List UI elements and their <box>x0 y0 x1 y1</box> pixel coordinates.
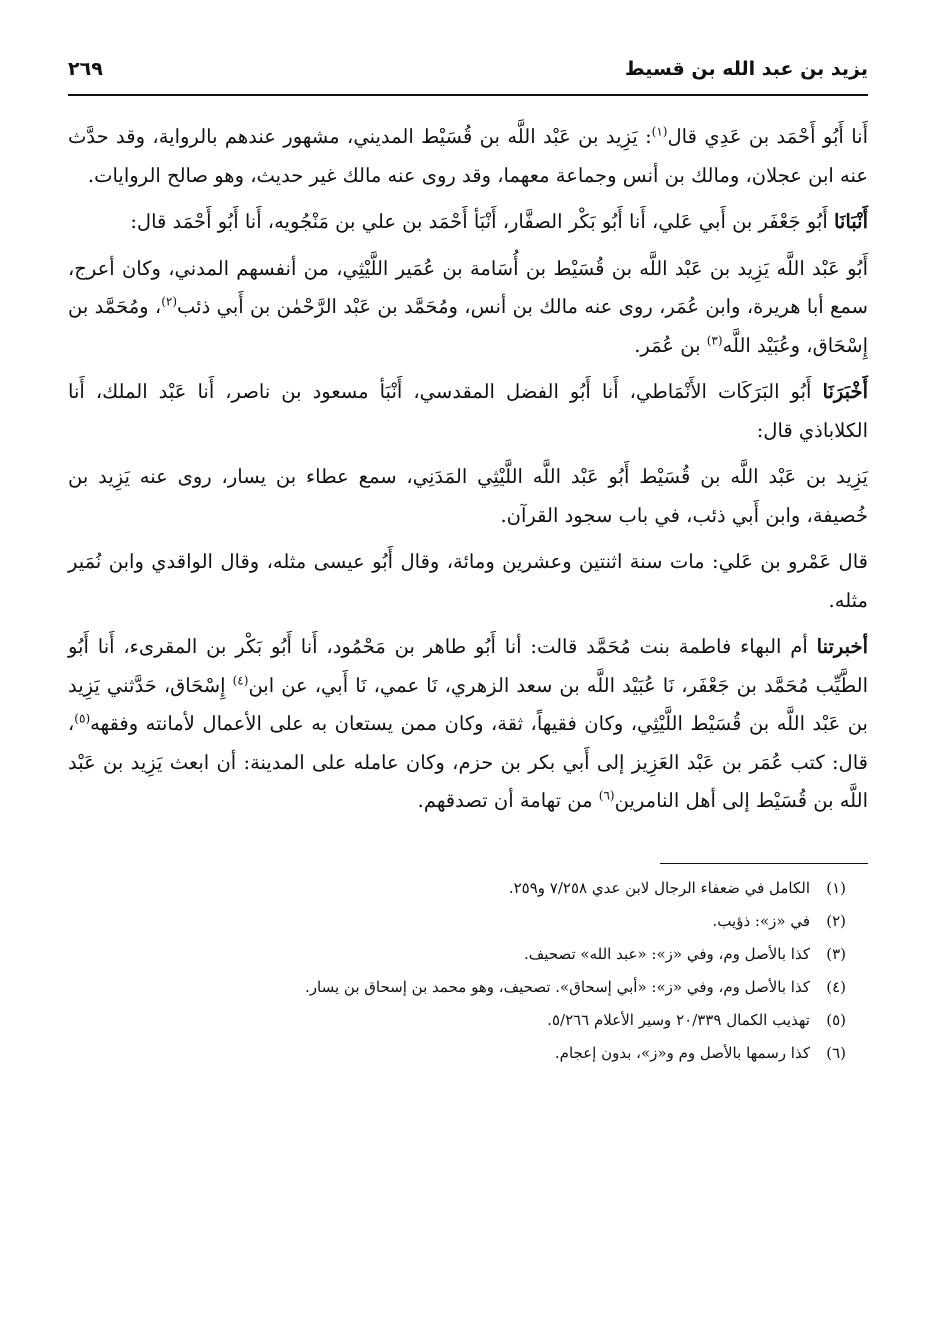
paragraph <box>68 250 868 366</box>
footnote-number: (٢) <box>826 911 846 930</box>
footnote <box>68 872 846 905</box>
footnote-number: (٥) <box>826 1010 846 1029</box>
paragraph <box>68 203 868 242</box>
footnote-text: في «ز»: ذؤيب. <box>712 911 810 930</box>
text-run: ، قال: كتب عُمَر بن عَبْد العَزِيز إلى أَبي بكر بن حزم، وكان عامله على المدينة: أن ابعث يَزِيد بن عَبْد اللَّه بن قُسَيْط إلى أهل النامرين <box>68 712 868 812</box>
footnote <box>68 1037 846 1070</box>
main-text <box>68 118 868 821</box>
footnote-number: (٦) <box>826 1043 846 1062</box>
text-run: ، ومُحَمَّد بن إِسْحَاق، وعُبَيْد اللَّه <box>68 295 868 357</box>
text-run: قال عَمْرو بن عَلي: مات سنة اثنتين وعشرين ومائة، وقال أَبُو عيسى مثله، وقال الواقدي وابن نُمَير مثله. <box>68 550 868 612</box>
footnote-marker[interactable]: (٤) <box>232 673 249 687</box>
page-number: ٢٦٩ <box>68 58 103 80</box>
text-run: : يَزِيد بن عَبْد اللَّه بن قُسَيْط المديني، مشهور عندهم بالرواية، وقد حدَّث عنه ابن عجلان، ومالك بن أنس وجماعة معهما، وقد روى عنه مالك غير حديث، وهو صالح الروايات. <box>68 125 868 187</box>
text-run: من تهامة أن تصدقهم. <box>417 789 599 812</box>
footnote-marker[interactable]: (٥) <box>74 711 91 726</box>
paragraph <box>68 628 868 821</box>
footnote-marker[interactable]: (١) <box>651 124 668 139</box>
footnote-text: الكامل في ضعفاء الرجال لابن عدي ٧/٢٥٨ و٢٥٩. <box>508 878 810 897</box>
footnote-text: كذا بالأصل وم، وفي «ز»: «عبد الله» تصحيف. <box>523 944 810 963</box>
running-title: يزيد بن عبد الله بن قسيط <box>624 58 868 80</box>
paragraph <box>68 458 868 535</box>
footnote-number: (٤) <box>826 977 846 996</box>
text-run: إِسْحَاق، حَدَّثني يَزِيد بن عَبْد اللَّه بن قُسَيْط اللَّيْثِي، وكان فقيهاً، ثقة، وكان ممن يستعان به على الأعمال لأمانته وفقهه <box>68 673 868 735</box>
isnad-lead-word: أخبرتنا <box>816 635 868 658</box>
isnad-lead-word: أَنْبَانَا <box>833 210 868 233</box>
paragraph <box>68 543 868 620</box>
book-page <box>68 58 868 1308</box>
header-rule <box>68 94 868 96</box>
footnote-separator-wrap <box>68 829 868 872</box>
footnote-number: (١) <box>826 878 846 897</box>
text-run: أَنا أَبُو أَحْمَد بن عَدِي قال <box>667 125 869 148</box>
text-run: أَبُو عَبْد اللَّه يَزِيد بن عَبْد اللَّه بن قُسَيْط بن أُسَامة بن عُمَير اللَّيْثِي، من أنفسهم المدني، وكان أعرج، سمع أبا هريرة، وابن عُمَر، روى عنه مالك بن أنس، ومُحَمَّد بن عَبْد الرَّحْمٰن بن أَبي ذئب <box>68 256 869 318</box>
footnote-text: كذا رسمها بالأصل وم و«ز»، بدون إعجام. <box>554 1043 810 1062</box>
isnad-lead-word: أَخْبَرَنَا <box>822 380 868 403</box>
text-run: أَبُو جَعْفَر بن أَبي عَلي، أَنا أَبُو بَكْر الصفَّار، أَنْبَأ أَحْمَد بن علي بن مَنْجُويه، أَنا أَبُو أَحْمَد قال: <box>130 210 834 233</box>
footnote <box>68 905 846 938</box>
paragraph <box>68 118 868 195</box>
footnote-separator <box>660 863 868 864</box>
footnote-text: تهذيب الكمال ٢٠/٣٣٩ وسير الأعلام ٥/٢٦٦. <box>547 1010 810 1029</box>
footnote <box>68 938 846 971</box>
footnote-marker[interactable]: (٣) <box>706 333 723 347</box>
footnote <box>68 971 846 1004</box>
footnote <box>68 1004 846 1037</box>
text-run: أم البهاء فاطمة بنت مُحَمَّد قالت: أنا أَبُو طاهر بن مَحْمُود، أَنا أَبُو بَكْر بن المقرىء، أَنا أَبُو الطَّيِّب مُحَمَّد بن جَعْفَر، نَا عُبَيْد اللَّه بن سعد الزهري، نَا عمي، نَا أَبي، عن ابن <box>68 635 868 697</box>
footnote-text: كذا بالأصل وم، وفي «ز»: «أبي إسحاق». تصحيف، وهو محمد بن إسحاق بن يسار. <box>305 977 810 996</box>
text-run: أَبُو البَرَكَات الأَنْمَاطي، أَنا أَبُو الفضل المقدسي، أَنْبَأ مسعود بن ناصر، أَنا عَبْد الملك، أَنا الكلاباذي قال: <box>68 380 868 442</box>
text-run: يَزِيد بن عَبْد اللَّه بن قُسَيْط أَبُو عَبْد اللَّه اللَّيْثِي المَدَنِي، سمع عطاء بن يسار، روى عنه يَزِيد بن خُصيفة، وابن أَبي ذئب، في باب سجود القرآن. <box>68 465 868 527</box>
footnote-marker[interactable]: (٢) <box>161 294 178 309</box>
footnote-number: (٣) <box>826 944 846 963</box>
paragraph <box>68 373 868 450</box>
page-header <box>68 58 868 92</box>
text-run: بن عُمَر. <box>634 333 707 357</box>
footnotes <box>68 872 846 1070</box>
footnote-marker[interactable]: (٦) <box>598 788 615 803</box>
